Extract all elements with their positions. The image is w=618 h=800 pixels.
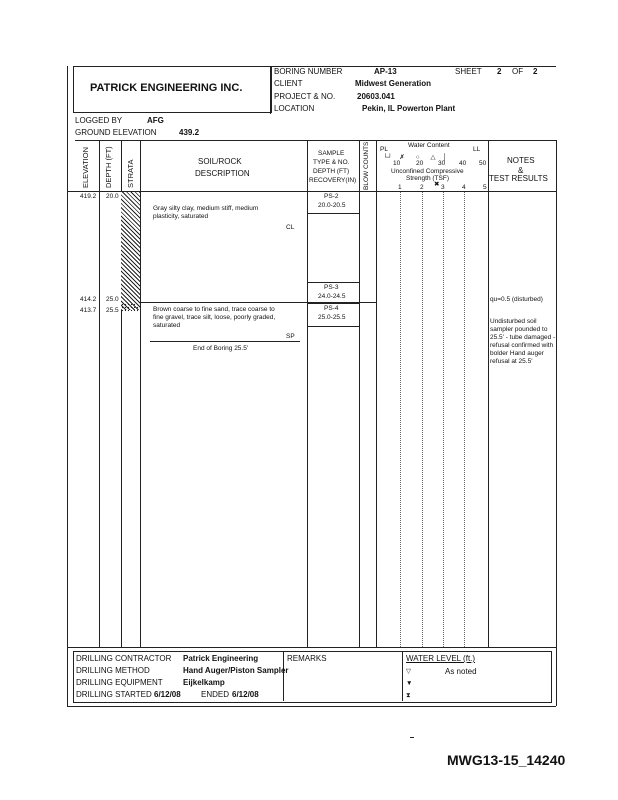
sheet-total: 2 — [533, 67, 538, 76]
depth-header: DEPTH (FT) — [104, 146, 113, 188]
footer-div-2 — [402, 651, 403, 701]
frame-right — [556, 140, 557, 706]
desc-clay-line1: Gray silty clay, medium stiff, medium — [153, 205, 259, 212]
frame-bottom — [67, 706, 556, 707]
ucs-strength-label: Strength (TSF) — [406, 175, 449, 182]
ucs-tick-5: 5 — [483, 184, 487, 191]
sample-ps3-depth: 24.0-24.5 — [318, 293, 346, 300]
drilling-method-value: Hand Auger/Piston Sampler — [183, 666, 289, 675]
boring-number-label: BORING NUMBER — [274, 67, 343, 76]
wc-tick-30: 30 — [438, 160, 446, 167]
table-top-line — [75, 140, 556, 141]
sample-ps2-depth: 20.0-20.5 — [318, 202, 346, 209]
boring-number: AP-13 — [374, 67, 397, 76]
soil-rock-header: SOIL/ROCK — [198, 157, 242, 166]
logged-by-label: LOGGED BY — [75, 116, 123, 125]
col-div-elev — [99, 140, 100, 647]
client-label: CLIENT — [274, 79, 303, 88]
depth-25-0: 25.0 — [106, 296, 119, 303]
sample-ps4-id: PS-4 — [324, 305, 339, 312]
sample-ps4-depth: 25.0-25.5 — [318, 314, 346, 321]
strata-sand-dots — [121, 303, 140, 312]
description-header: DESCRIPTION — [195, 169, 250, 178]
desc-sand-line2: fine gravel, trace silt, loose, poorly graded, — [153, 314, 276, 321]
end-of-boring-line — [150, 341, 300, 342]
end-of-boring-label: End of Boring 25.5' — [193, 345, 249, 352]
document-id: MWG13-15_14240 — [447, 752, 566, 768]
notes-amp-header: & — [518, 166, 524, 175]
drilling-contractor-label: DRILLING CONTRACTOR — [76, 654, 172, 663]
strata-clay-hatch — [121, 192, 140, 310]
project-label: PROJECT & NO. — [274, 92, 336, 101]
ucs-tick-2: 2 — [420, 184, 424, 191]
water-level-symbol-3: ⧗ — [406, 692, 411, 699]
elevation-419-2: 419.2 — [80, 193, 97, 200]
ground-elevation-value: 439.2 — [179, 128, 200, 137]
water-level-value: As noted — [445, 667, 477, 676]
logged-by-value: AFG — [147, 116, 164, 125]
client-value: Midwest Generation — [355, 79, 432, 88]
pl-label: PL — [380, 146, 388, 153]
ll-label: LL — [473, 146, 481, 153]
wc-tick-20: 20 — [416, 160, 424, 167]
sample-header: SAMPLE — [318, 150, 345, 157]
elevation-header: ELEVATION — [81, 147, 90, 188]
elevation-414-2: 414.2 — [80, 296, 97, 303]
frame-left — [67, 66, 68, 706]
col-div-graph — [488, 140, 489, 647]
grid-line-2 — [422, 192, 423, 647]
desc-clay-line2: plasticity, saturated — [153, 213, 209, 220]
sample-ps4-bottom — [307, 326, 359, 327]
water-content-label: Water Content — [408, 142, 450, 149]
location-label: LOCATION — [274, 104, 315, 113]
drilling-contractor-value: Patrick Engineering — [183, 654, 259, 663]
wc-symbols: └┘ ✗ ○ △ │ — [383, 154, 447, 161]
sample-type-header: TYPE & NO. — [313, 159, 350, 166]
col-div-sample — [359, 140, 360, 647]
drilling-equipment-label: DRILLING EQUIPMENT — [76, 678, 163, 687]
desc-sand-line3: saturated — [153, 322, 181, 329]
sample-ps2-bottom — [307, 213, 359, 214]
desc-sand-line1: Brown coarse to fine sand, trace coarse to — [153, 306, 275, 313]
uscs-sp: SP — [286, 333, 295, 340]
depth-20-0: 20.0 — [106, 193, 119, 200]
ucs-label: Unconfined Compressive — [391, 168, 464, 175]
grid-line-1 — [400, 192, 401, 647]
col-div-blow — [376, 140, 377, 647]
drilling-started-value: 6/12/08 — [154, 690, 181, 699]
header-divider — [270, 66, 271, 114]
sheet-number: 2 — [497, 67, 502, 76]
ucs-tick-3: 3 — [441, 184, 445, 191]
company-name: PATRICK ENGINEERING INC. — [90, 82, 243, 94]
note-qu-disturbed: qu=0.5 (disturbed) — [490, 296, 543, 303]
drilling-equipment-value: Eijkelkamp — [183, 678, 225, 687]
uscs-cl: CL — [286, 224, 295, 231]
sample-depth-header: DEPTH (FT) — [313, 168, 350, 175]
drilling-ended-value: 6/12/08 — [232, 690, 259, 699]
water-level-label: WATER LEVEL (ft.) — [406, 654, 476, 663]
sample-ps4-top — [307, 303, 359, 304]
grid-line-4 — [464, 192, 465, 647]
col-div-strata — [140, 140, 141, 647]
of-label: OF — [512, 67, 524, 76]
sample-ps3-top — [307, 282, 359, 283]
col-div-desc — [307, 140, 308, 647]
scan-mark — [410, 737, 414, 738]
sample-ps3-id: PS-3 — [324, 284, 339, 291]
sample-recovery-header: RECOVERY(IN) — [309, 177, 357, 184]
wc-tick-10: 10 — [393, 160, 401, 167]
strata-header: STRATA — [126, 159, 135, 188]
test-results-header: TEST RESULTS — [489, 174, 548, 183]
water-level-symbol-1: ▽ — [406, 668, 411, 675]
project-number: 20603.041 — [357, 92, 395, 101]
drilling-method-label: DRILLING METHOD — [76, 666, 150, 675]
ucs-tick-4: 4 — [462, 184, 466, 191]
wc-tick-40: 40 — [459, 160, 467, 167]
depth-25-5: 25.5 — [106, 307, 119, 314]
footer-div-1 — [283, 651, 284, 701]
drilling-ended-label: ENDED — [201, 690, 230, 699]
wc-tick-50: 50 — [479, 160, 487, 167]
grid-line-3 — [443, 192, 444, 647]
notes-header: NOTES — [507, 156, 535, 165]
blow-counts-header: BLOW COUNTS — [363, 141, 370, 190]
drilling-started-label: DRILLING STARTED — [76, 690, 152, 699]
note-refusal: Undisturbed soil sampler pounded to 25.5' - tube damaged - refusal confirmed with bolder Hand auger refusal at 25.5' — [490, 318, 556, 365]
location-value: Pekin, IL Powerton Plant — [362, 104, 456, 113]
water-level-symbol-2: ▼ — [406, 680, 413, 687]
elevation-413-7: 413.7 — [80, 307, 97, 314]
footer-top-line — [67, 647, 556, 648]
sheet-label: SHEET — [455, 67, 482, 76]
ucs-symbol: ✖ — [434, 181, 440, 188]
sample-ps2-id: PS-2 — [324, 193, 339, 200]
ground-elevation-label: GROUND ELEVATION — [75, 128, 157, 137]
remarks-label: REMARKS — [287, 654, 327, 663]
ucs-tick-1: 1 — [398, 184, 402, 191]
